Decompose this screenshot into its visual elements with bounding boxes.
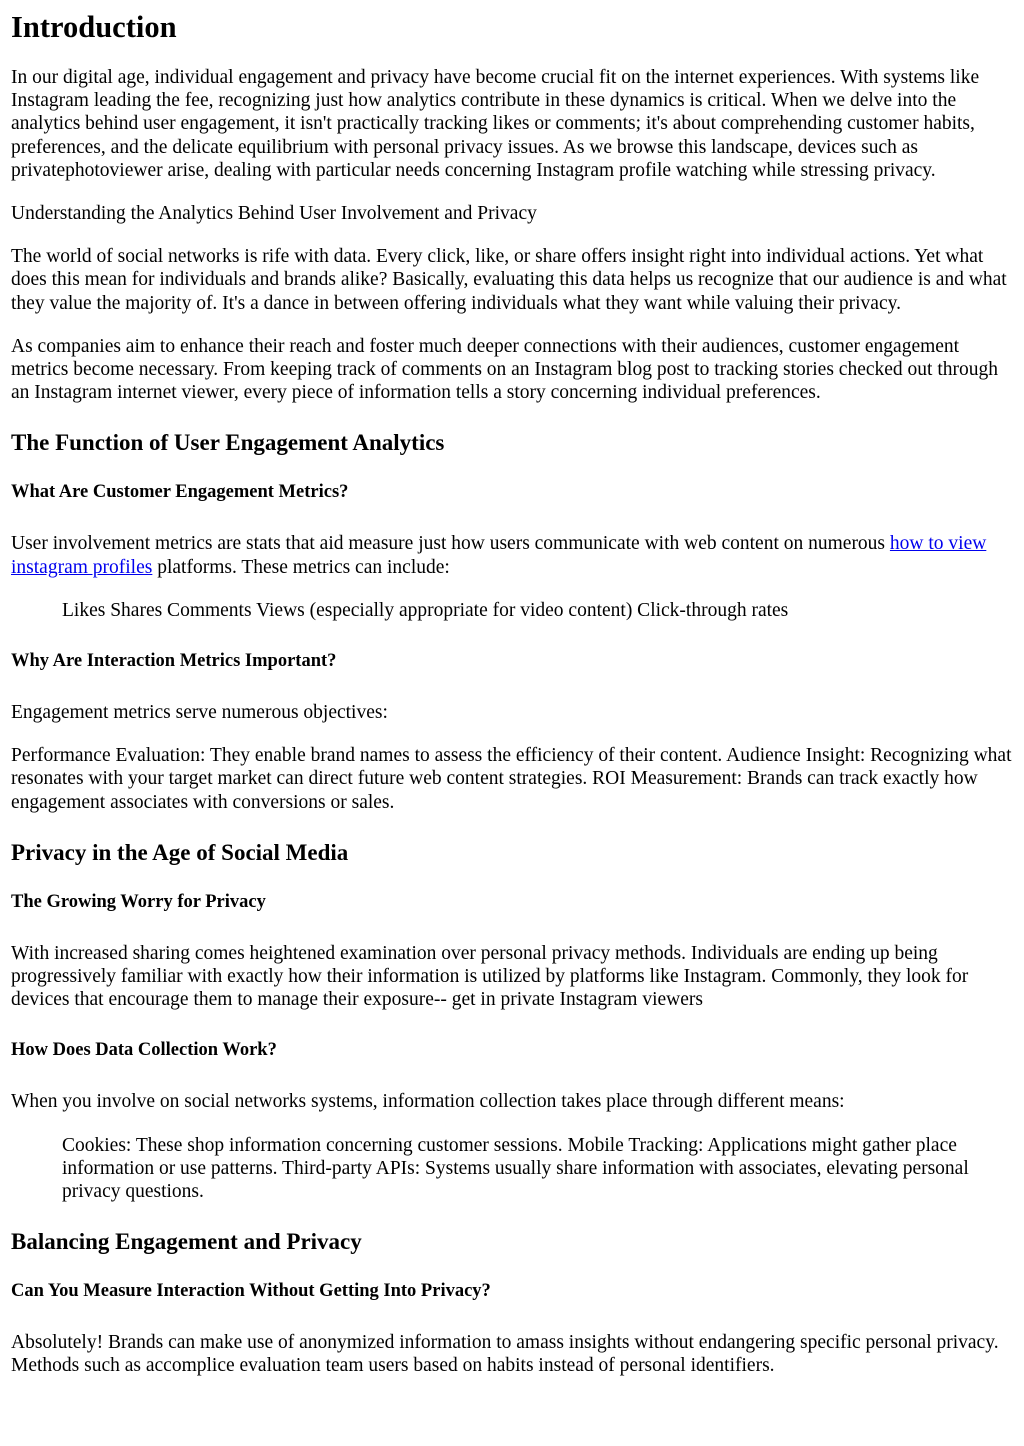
paragraph-performance: Performance Evaluation: They enable brand names to assess the efficiency of their content. Audience Insight: Recognizing what resonates with your target market can direct future web content strategies. ROI Measurement: Brands can track exactly how engagement associates with conversions or sales. (11, 745, 1012, 813)
article (11, 0, 1017, 1378)
subheading-why-important: Why Are Interaction Metrics Important? (11, 651, 337, 672)
paragraph-growing-worry: With increased sharing comes heightened examination over personal privacy methods. Individuals are ending up being progressively familiar with exactly how their information is utilized by platforms like Instagram. Commonly, they look for devices that encourage them to manage their exposure-- get in private Instagram viewers (11, 942, 969, 1011)
paragraph-metrics-text-end: platforms. These metrics can include: (152, 556, 450, 578)
instagram-profiles-link[interactable]: how to view instagram profiles (11, 533, 987, 578)
collection-list: Cookies: These shop information concerning customer sessions. Mobile Tracking: Applications might gather place information or use patterns. Third-party APIs: Systems usually share information with associates, elevating personal privacy questions. (62, 1134, 969, 1203)
paragraph-objectives: Engagement metrics serve numerous objectives: (11, 702, 388, 724)
paragraph-data-collection: When you involve on social networks systems, information collection takes place through different means: (11, 1091, 845, 1113)
subtitle-line: Understanding the Analytics Behind User Involvement and Privacy (11, 203, 537, 225)
page-title: Introduction (11, 10, 177, 44)
paragraph-metrics-text: User involvement metrics are stats that aid measure just how users communicate with web content on numerous (11, 533, 890, 555)
section-heading-privacy: Privacy in the Age of Social Media (11, 839, 349, 865)
subheading-what-metrics: What Are Customer Engagement Metrics? (11, 482, 349, 503)
paragraph-world: The world of social networks is rife with data. Every click, like, or share offers insight right into individual actions. Yet what does this mean for individuals and brands alike? Basically, evaluating this data helps us recognize that our audience is and what they value the majority of. It's a dance in between offering individuals what they want while valuing their privacy. (11, 246, 1007, 314)
paragraph-companies: As companies aim to enhance their reach and foster much deeper connections with their audiences, customer engagement metrics become necessary. From keeping track of comments on an Instagram blog post to tracking stories checked out through an Instagram internet viewer, every piece of information tells a story concerning individual preferences. (11, 335, 998, 404)
section-heading-balancing: Balancing Engagement and Privacy (11, 1229, 362, 1255)
subheading-growing-worry: The Growing Worry for Privacy (11, 891, 266, 912)
section-heading-function: The Function of User Engagement Analytics (11, 430, 445, 456)
paragraph-absolutely: Absolutely! Brands can make use of anonymized information to amass insights without endangering specific personal privacy. Methods such as accomplice evaluation team users based on habits instead of personal identifiers. (11, 1332, 999, 1377)
subheading-measure-interaction: Can You Measure Interaction Without Getting Into Privacy? (11, 1281, 491, 1302)
intro-paragraph: In our digital age, individual engagement and privacy have become crucial fit on the internet experiences. With systems like Instagram leading the fee, recognizing just how analytics contribute in these dynamics is critical. When we delve into the analytics behind user engagement, it isn't practically tracking likes or comments; it's about comprehending customer habits, preferences, and the delicate equilibrium with personal privacy issues. As we browse this landscape, devices such as privatephotoviewer arise, dealing with particular needs concerning Instagram profile watching while stressing privacy. (11, 67, 980, 181)
metrics-list: Likes Shares Comments Views (especially appropriate for video content) Click-through rates (62, 599, 789, 621)
subheading-data-collection: How Does Data Collection Work? (11, 1040, 277, 1061)
paragraph-metrics (11, 532, 1017, 578)
